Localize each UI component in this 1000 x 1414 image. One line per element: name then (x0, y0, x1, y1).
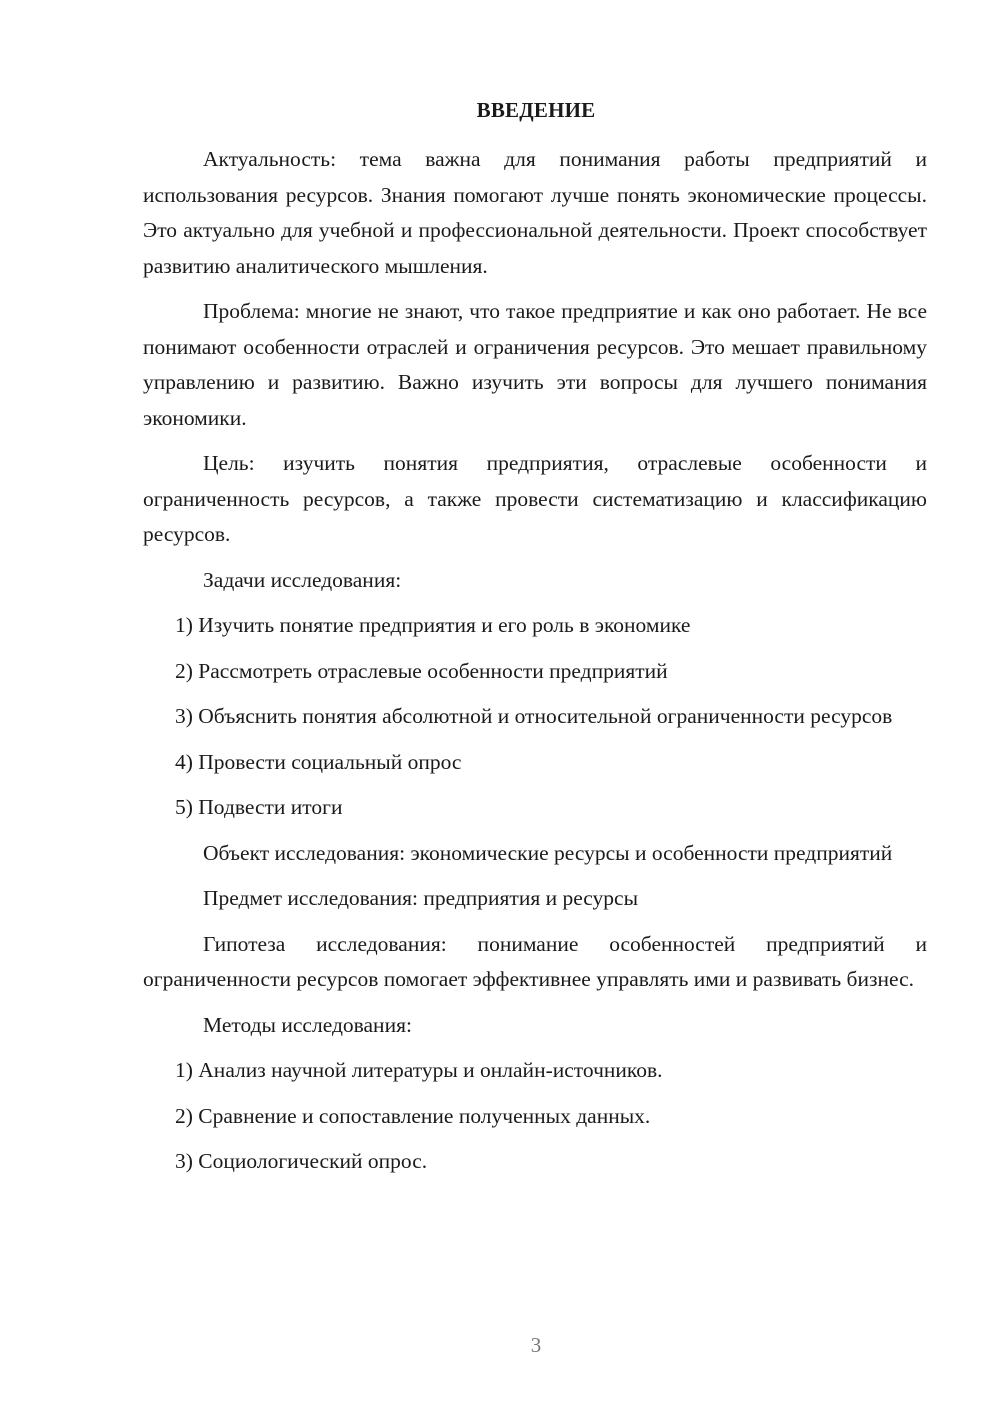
paragraph-problem: Проблема: многие не знают, что такое предприятие и как оно работает. Не все понимают особенности отраслей и ограничения ресурсов. Это мешает правильному управлению и развитию. Важно изучить эти вопросы для лучшего понимания экономики. (143, 299, 927, 430)
list-item-method-3: 3) Социологический опрос. (175, 1149, 428, 1173)
list-item-task-5: 5) Подвести итоги (175, 795, 343, 819)
document-body (143, 142, 927, 1190)
paragraph-hypothesis: Гипотеза исследования: понимание особенностей предприятий и ограниченности ресурсов помогает эффективнее управлять ими и развивать бизнес. (143, 931, 927, 991)
list-item-method-1: 1) Анализ научной литературы и онлайн-источников. (175, 1058, 663, 1082)
list-item-task-4: 4) Провести социальный опрос (175, 749, 462, 774)
paragraph-relevance: Актуальность: тема важна для понимания работы предприятий и использования ресурсов. Знания помогают лучше понять экономические процессы. Это актуально для учебной и профессиональной деятельности. Проект способствует развитию аналитического мышления. (143, 147, 927, 278)
paragraph-subject: Предмет исследования: предприятия и ресурсы (203, 886, 639, 910)
list-item-task-2: 2) Рассмотреть отраслевые особенности предприятий (175, 658, 668, 683)
list-item-task-1: 1) Изучить понятие предприятия и его роль в экономике (175, 613, 691, 637)
list-item-method-2: 2) Сравнение и сопоставление полученных данных. (175, 1103, 651, 1128)
list-item-task-3: 3) Объяснить понятия абсолютной и относительной ограниченности ресурсов (175, 704, 893, 728)
paragraph-tasks-heading: Задачи исследования: (203, 567, 402, 592)
page-number: 3 (530, 1333, 542, 1357)
paragraph-object: Объект исследования: экономические ресурсы и особенности предприятий (203, 840, 893, 865)
page-title: ВВЕДЕНИЕ (476, 98, 596, 122)
paragraph-methods-heading: Методы исследования: (203, 1012, 412, 1037)
paragraph-goal: Цель: изучить понятия предприятия, отраслевые особенности и ограниченность ресурсов, а также провести систематизацию и классификацию ресурсов. (143, 451, 927, 546)
